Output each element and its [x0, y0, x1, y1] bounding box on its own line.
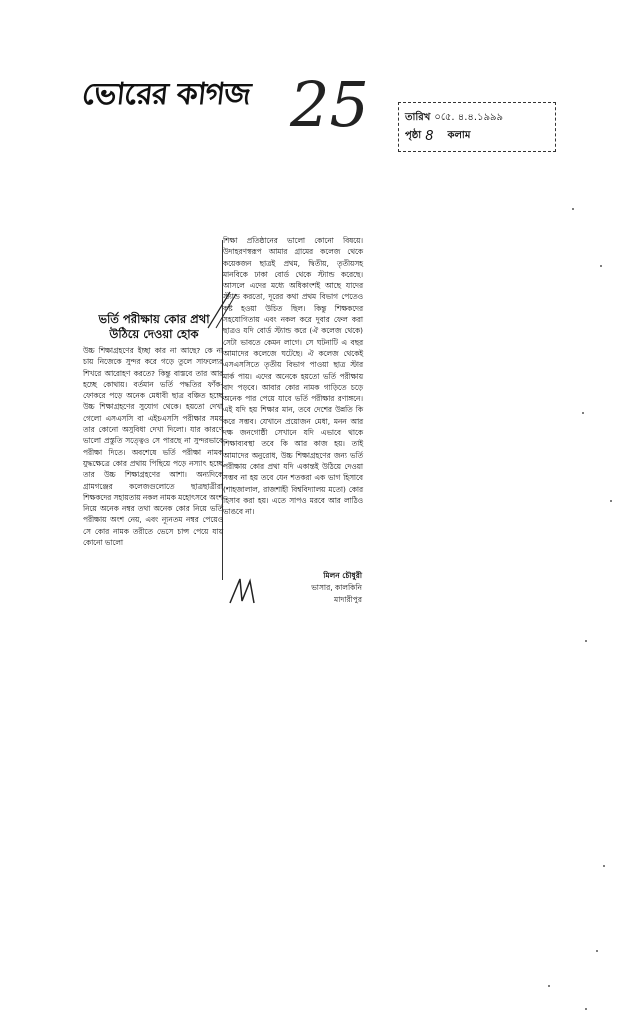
stamp-date-label: তারিখ — [405, 111, 431, 123]
article-right-column: শিক্ষা প্রতিষ্ঠানের ভালো কোনো বিষয়ে। উদাহরণস্বরূপ আমার গ্রামের কলেজ থেকে কয়েকজন ছাত্রই প্রথম, দ্বিতীয়, তৃতীয়সহ মানবিকে ঢাকা বোর্ড থেকে স্ট্যান্ড করেছে। আসলে এদের মধ্যে অধিকাংশই আছে যাদের স্ট্যান্ড করতো, দূরের কথা প্রথম বিভাগ পেতেও কষ্ট হওয়া উচিত ছিল। কিন্তু শিক্ষকদের সহযোগিতায় এবং নকল করে দুবার ফেল করা ছাত্রও যদি বোর্ড স্ট্যান্ড করে (ঐ কলেজ থেকে) সেটা ভাবতে কেমন লাগে। সে ঘটনাটি এ বছর আমাদের কলেজে ঘটেছে। ঐ কলেজ থেকেই এসএসসিতে তৃতীয় বিভাগ পাওয়া ছাত্র স্টার মার্ক পায়। এদের অনেকে হয়তো ভর্তি পরীক্ষায় বাদ পড়বে। আবার কোর নামক গাড়িতে চড়ে অনেক পার পেয়ে যাবে ভর্তি পরীক্ষার রণাঙ্গনে। এই যদি হয় শিক্ষার মান, তবে দেশের উন্নতি কি করে সম্ভব। যেখানে প্রয়োজন মেধা, মনন আর দক্ষ জনগোষ্ঠী সেখানে যদি এভাবে থাকে শিক্ষাব্যবস্থা তবে কি আর কাজ হয়। তাই আমাদের অনুরোধ, উচ্চ শিক্ষাগ্রহণের জন্য ভর্তি পরীক্ষায় কোর প্রথা যদি একান্তই উঠিয়ে দেওয়া সম্ভব না হয় তবে যেন শতকরা এক ভাগ হিসাবে (শাহজালাল, রাজশাহী বিশ্ববিদ্যালয় মতো) কোর হিসাব করা হয়। এতে সাপও মরবে আর লাঠিও ভাঙবে না। — [223, 236, 363, 517]
stamp-page-label: পৃষ্ঠা — [405, 129, 422, 141]
scan-speck — [610, 500, 612, 502]
scan-speck — [572, 208, 574, 210]
author-location-1: ভাসার, কালকিনি — [311, 583, 362, 592]
margin-slash-marks — [200, 290, 240, 330]
scan-speck — [585, 640, 587, 642]
scan-speck — [603, 865, 605, 867]
article-headline: ভর্তি পরীক্ষায় কোর প্রথা উঠিয়ে দেওয়া হোক — [98, 312, 210, 341]
author-location-2: মাদারীপুর — [334, 595, 362, 604]
article-left-column: উচ্চ শিক্ষাগ্রহণের ইচ্ছা কার না আছে? কে না চায় নিজেকে সুন্দর করে গড়ে তুলে সাফল্যের শিখরে আরোহণ করতে? কিন্তু বাস্তবে তার আর হচ্ছে কোথায়। বর্তমান ভর্তি পদ্ধতির ফাঁক-ফোকরে পড়ে অনেক মেধাবী ছাত্র বঞ্চিত হচ্ছে উচ্চ শিক্ষাগ্রহণের সুযোগ থেকে। হয়তো দেখা গেলো এসএসসি বা এইচএসসি পরীক্ষার সময় তার কোনো অসুবিধা দেখা দিলো। যার কারণে ভালো প্রস্তুতি সত্ত্বেও সে পারছে না সুন্দরভাবে পরীক্ষা দিতে। অবশেষে ভর্তি পরীক্ষা নামক যুদ্ধক্ষেত্রে কোর প্রথায় পিছিয়ে পড়ে নস্যাৎ হচ্ছে তার উচ্চ শিক্ষাগ্রহণের আশা। অন্যদিকে গ্রামগঞ্জের কলেজগুলোতে ছাত্রছাত্রীরা শিক্ষকদের সহায়তায় নকল নামক মহোৎসবে অংশ নিয়ে অনেক নম্বর তথা অনেক কোর নিয়ে ভর্তি পরীক্ষায় অংশ নেয়, এবং ন্যূনতম নম্বর পেয়েও সে কোর নামক তরীতে ভেসে চান্স পেয়ে যায় কোনো ভালো — [83, 346, 223, 548]
scan-speck — [582, 412, 584, 414]
author-name: মিলন চৌধুরী — [323, 571, 362, 580]
scan-speck — [600, 265, 602, 267]
stamp-column-label: কলাম — [447, 129, 471, 141]
scan-speck — [548, 985, 550, 987]
stamp-page-value: 8 — [425, 128, 434, 144]
scan-speck — [596, 950, 598, 952]
date-stamp — [398, 102, 556, 152]
handwritten-scribble — [228, 575, 268, 605]
scan-speck — [585, 1008, 587, 1010]
handwritten-number: 25 — [290, 68, 369, 141]
author-signature — [290, 570, 362, 606]
stamp-date-row — [405, 109, 549, 127]
stamp-date-value: ০৫ে. ৪.৪.১৯৯৯ — [434, 111, 504, 123]
stamp-page-row — [405, 127, 549, 145]
masthead-logo: ভোরের কাগজ — [80, 77, 252, 112]
